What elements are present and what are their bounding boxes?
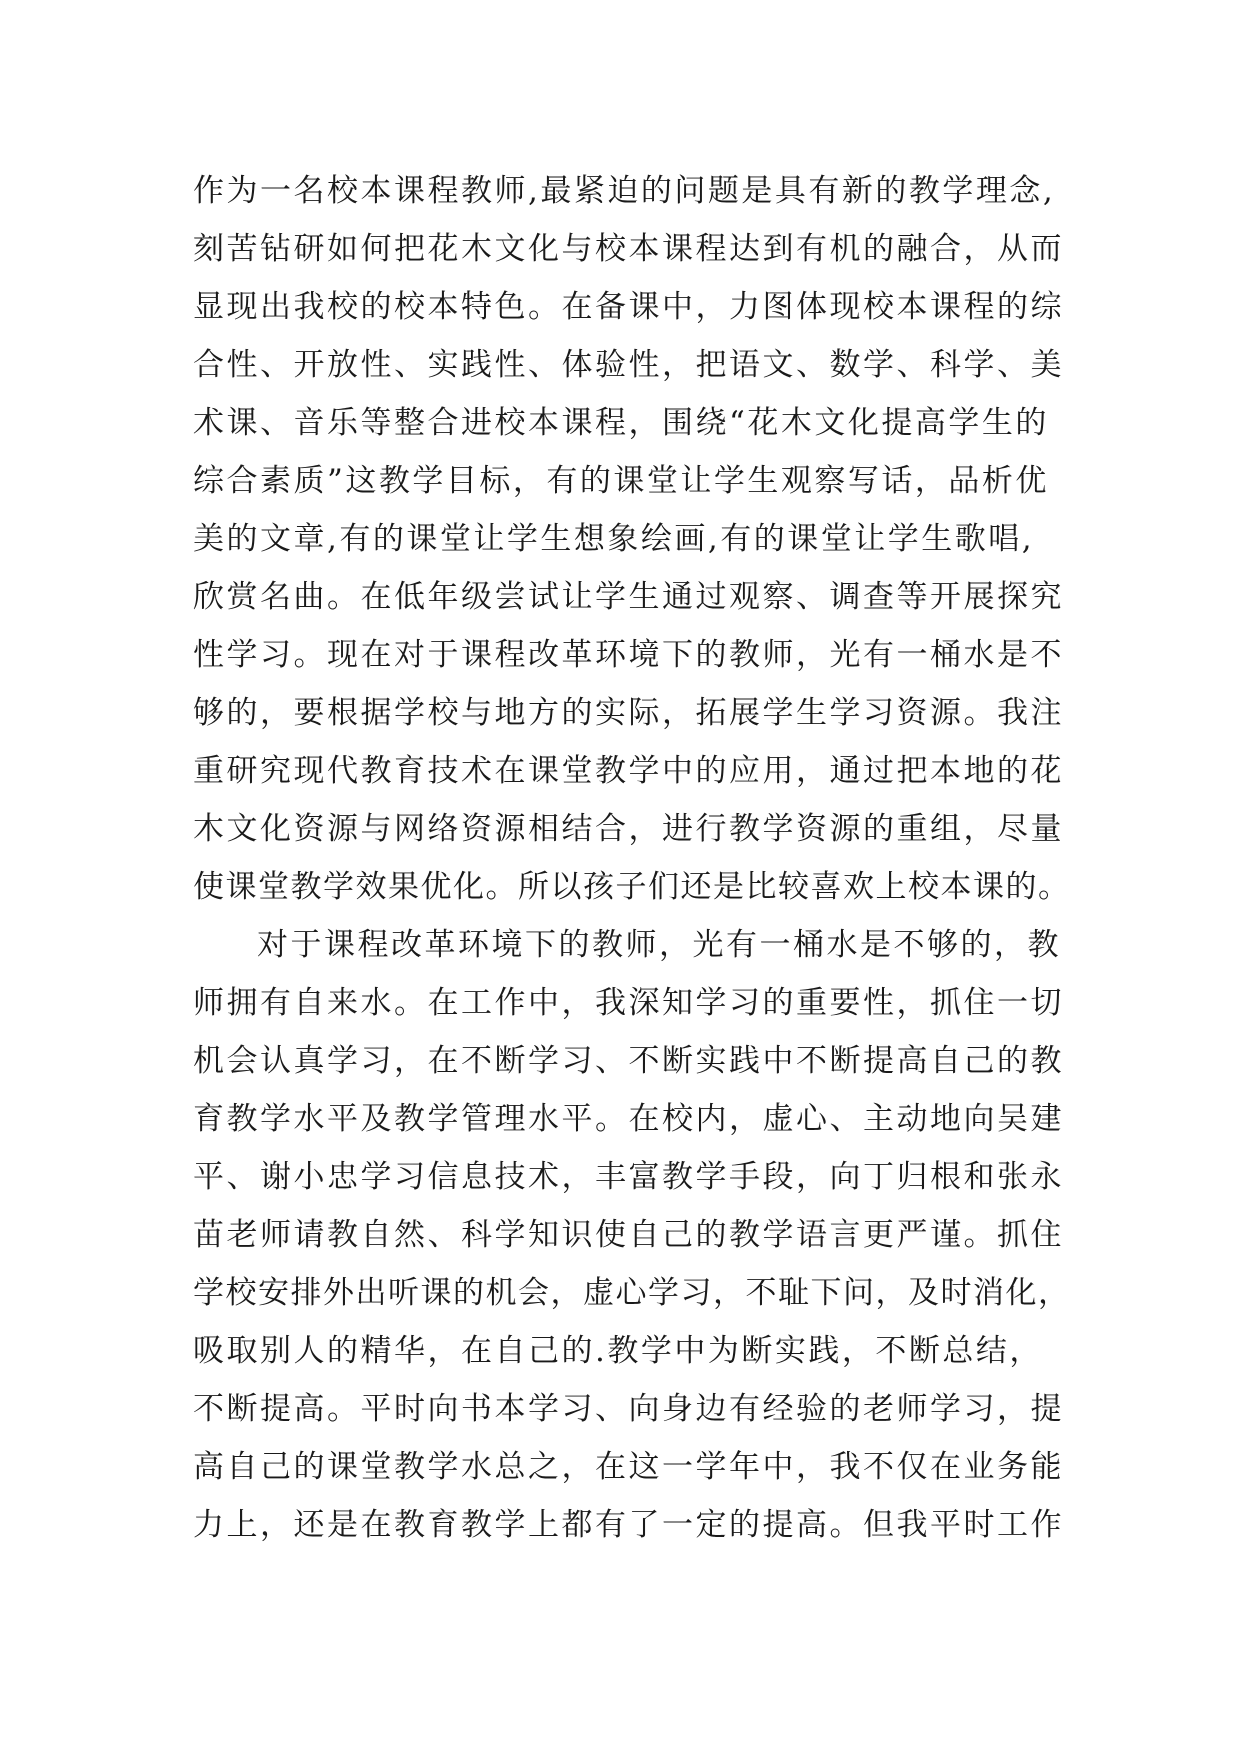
text-line: 显现出我校的校本特色。在备课中，力图体现校本课程的综 bbox=[193, 289, 1064, 325]
text-line: 合性、开放性、实践性、体验性，把语文、数学、科学、美 bbox=[193, 347, 1064, 383]
text-line: 性学习。现在对于课程改革环境下的教师，光有一桶水是不 bbox=[193, 637, 1064, 673]
text-line: 学校安排外出听课的机会，虚心学习，不耻下问，及时消化， bbox=[193, 1275, 1071, 1311]
text-line: 术课、音乐等整合进校本课程，围绕“花木文化提高学生的 bbox=[193, 405, 1049, 441]
text-line: 苗老师请教自然、科学知识使自己的教学语言更严谨。抓住 bbox=[193, 1217, 1064, 1253]
text-line: 够的，要根据学校与地方的实际，拓展学生学习资源。我注 bbox=[193, 695, 1064, 731]
text-line: 综合素质”这教学目标，有的课堂让学生观察写话，品析优 bbox=[193, 463, 1049, 499]
text-line: 平、谢小忠学习信息技术，丰富教学手段，向丁归根和张永 bbox=[193, 1159, 1064, 1195]
text-line: 师拥有自来水。在工作中，我深知学习的重要性，抓住一切 bbox=[193, 985, 1064, 1021]
text-line: 重研究现代教育技术在课堂教学中的应用，通过把本地的花 bbox=[193, 753, 1064, 789]
text-line: 高自己的课堂教学水总之，在这一学年中，我不仅在业务能 bbox=[193, 1449, 1064, 1485]
text-line: 育教学水平及教学管理水平。在校内，虚心、主动地向吴建 bbox=[193, 1101, 1064, 1137]
text-line: 机会认真学习，在不断学习、不断实践中不断提高自己的教 bbox=[193, 1043, 1064, 1079]
text-line: 刻苦钻研如何把花木文化与校本课程达到有机的融合，从而 bbox=[193, 231, 1064, 267]
text-line: 作为一名校本课程教师,最紧迫的问题是具有新的教学理念, bbox=[193, 173, 1056, 209]
text-line: 不断提高。平时向书本学习、向身边有经验的老师学习，提 bbox=[193, 1391, 1064, 1427]
paragraph-start-line: 对于课程改革环境下的教师，光有一桶水是不够的，教 bbox=[257, 927, 1061, 963]
text-line: 美的文章,有的课堂让学生想象绘画,有的课堂让学生歌唱, bbox=[193, 521, 1035, 557]
text-line: 使课堂教学效果优化。所以孩子们还是比较喜欢上校本课的。 bbox=[193, 869, 1071, 905]
text-line: 吸取别人的精华，在自己的.教学中为断实践，不断总结， bbox=[193, 1333, 1043, 1369]
text-line: 木文化资源与网络资源相结合，进行教学资源的重组，尽量 bbox=[193, 811, 1064, 847]
text-line: 欣赏名曲。在低年级尝试让学生通过观察、调查等开展探究 bbox=[193, 579, 1064, 615]
text-line: 力上，还是在教育教学上都有了一定的提高。但我平时工作 bbox=[193, 1507, 1064, 1543]
body-text bbox=[193, 162, 1073, 1554]
